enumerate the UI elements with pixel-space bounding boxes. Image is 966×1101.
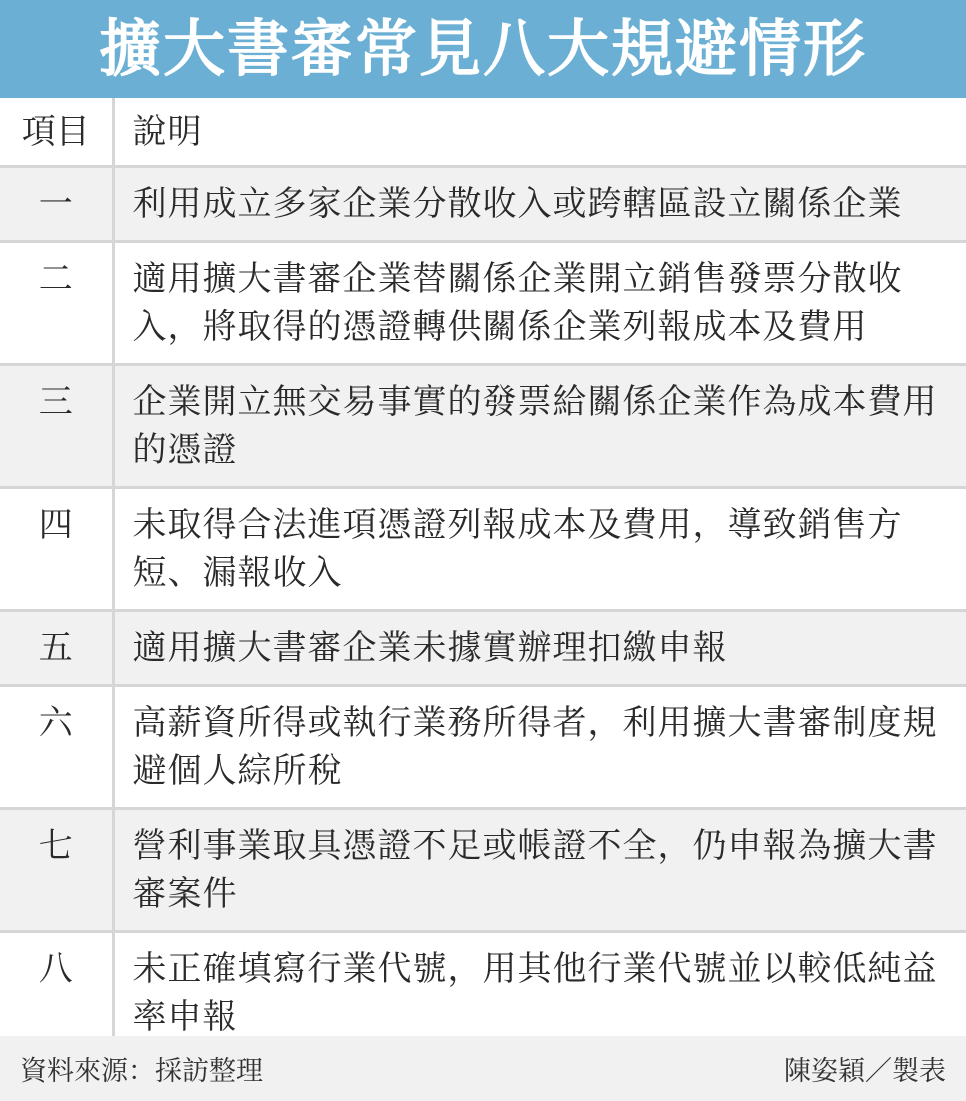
row-number: 一 (0, 166, 113, 241)
page-title: 擴大書審常見八大規避情形 (98, 12, 867, 85)
row-number: 三 (0, 364, 113, 487)
title-bar (0, 0, 966, 98)
table-row (0, 487, 966, 610)
row-description: 利用成立多家企業分散收入或跨轄區設立關係企業 (113, 166, 966, 241)
table-row (0, 166, 966, 241)
row-number: 八 (0, 931, 113, 1054)
row-description: 未取得合法進項憑證列報成本及費用，導致銷售方短、漏報收入 (113, 487, 966, 610)
table-row (0, 610, 966, 685)
footer (0, 1036, 966, 1101)
table-row (0, 685, 966, 808)
evasion-table (0, 98, 966, 1056)
table-row (0, 241, 966, 364)
row-number: 二 (0, 241, 113, 364)
credit-note: 陳姿穎／製表 (784, 1056, 946, 1087)
row-description: 適用擴大書審企業未據實辦理扣繳申報 (113, 610, 966, 685)
table-header-row (0, 98, 966, 166)
header-item: 項目 (0, 98, 113, 166)
row-number: 五 (0, 610, 113, 685)
table-row (0, 364, 966, 487)
row-description: 適用擴大書審企業替關係企業開立銷售發票分散收入，將取得的憑證轉供關係企業列報成本及費用 (113, 241, 966, 364)
header-description: 說明 (113, 98, 966, 166)
row-number: 六 (0, 685, 113, 808)
row-description: 未正確填寫行業代號，用其他行業代號並以較低純益率申報 (113, 931, 966, 1054)
row-description: 企業開立無交易事實的發票給關係企業作為成本費用的憑證 (113, 364, 966, 487)
source-note: 資料來源：採訪整理 (20, 1056, 263, 1087)
row-number: 四 (0, 487, 113, 610)
row-description: 高薪資所得或執行業務所得者，利用擴大書審制度規避個人綜所稅 (113, 685, 966, 808)
table-row (0, 808, 966, 931)
row-description: 營利事業取具憑證不足或帳證不全，仍申報為擴大書審案件 (113, 808, 966, 931)
row-number: 七 (0, 808, 113, 931)
